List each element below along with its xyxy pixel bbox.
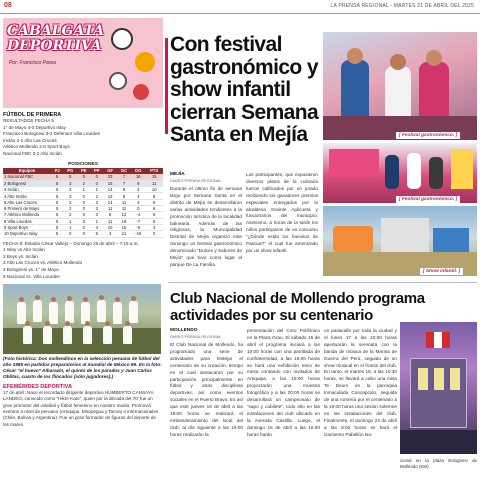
team-cell: 10 Deportivo Islay	[3, 231, 51, 237]
stat-cell: 2	[63, 212, 77, 218]
stat-cell: 5	[51, 218, 63, 224]
stat-cell: -7	[131, 218, 145, 224]
stat-cell: 10	[145, 187, 163, 193]
stat-cell: 5	[63, 174, 77, 180]
stat-cell: 11	[103, 206, 117, 212]
sports-column	[3, 18, 163, 478]
column-title: CABALGATA DEPORTIVA	[7, 23, 105, 54]
running-head: LA PRENSA REGIONAL - MARTES 21 DE ABRIL DEL 2025	[330, 3, 474, 9]
main-story-col-2: Los participantes, que expusieron diversos platos de la culinaria fueron calificados por un jurado recibiendo los ganadores premios especiales entregados por la alcaldesa Sovinte Apilcueta y funcionarios del municipio. Asimismo, a horas de la tarde los niños participaron de un concurso “¿Dónde están los huevitos de Pascua?” el cual fue amenizado por un show infantil.	[246, 172, 318, 253]
show-infantil-photo	[323, 206, 477, 276]
team-cell: 9 Sport Boys	[3, 224, 51, 230]
stat-cell: 8	[103, 212, 117, 218]
stat-cell: 0	[77, 174, 90, 180]
stat-cell: 8	[117, 193, 131, 199]
stat-cell: 5	[51, 199, 63, 205]
second-story-col-1: El Club Nacional de Mollendo, ha programado una serie de actividades para festejar el centenario de su creación, tiempo en el cual destacaron por su participación principalmente en fútbol y otras disciplinas deportivas, así como eventos sociales en el Puerto Bravo. Es así que este jueves 19 de abril a las 18:00 horas se realizará el embanderamiento del local del club, al día siguiente a las 19:00 horas realizarán la	[170, 342, 243, 437]
stat-cell: 0	[90, 180, 103, 186]
stat-cell: 16	[131, 174, 145, 180]
stat-cell: 6	[145, 218, 163, 224]
column-masthead	[3, 18, 163, 108]
ephemeris-heading: EFEMÉRIDES DEPORTIVA	[3, 384, 72, 391]
second-story-col-2: presentación del Coro Polifónico en la Plaza Grau. El sábado 15 de abril el programa iniciará a las 10:00 horas con una parrillada de confraternidad, a las 15:00 horas se hará una exhibición tenis de mesa contando con invitados de Arequipa, a las 19:00 horas proyectarán una muestra fotográfica y a las 20:00 horas se desarrollará un campeonato de “sapo y cubilete”, todo ello en las instalaciones del club ubicado en la Avenida Castilla. Luego, el domingo 16 de abril a las 16:00 horas harán	[247, 328, 320, 437]
stat-cell: 3	[63, 180, 77, 186]
stat-cell: 11	[117, 199, 131, 205]
stat-cell: 5	[90, 231, 103, 237]
result-line: RESULTADOS FECHA 5	[3, 118, 54, 123]
stat-cell: 11	[145, 180, 163, 186]
page-number: 08	[4, 2, 12, 9]
stat-cell: 0	[77, 224, 90, 230]
stat-cell: 5	[51, 193, 63, 199]
stat-cell: 0	[77, 199, 90, 205]
stat-cell: 15	[145, 174, 163, 180]
standings-header-row	[3, 168, 163, 175]
second-headline: Club Nacional de Mollendo programa actividades por su centenario	[170, 290, 425, 324]
stat-cell: 0	[77, 206, 90, 212]
standings-table	[3, 168, 163, 238]
stat-cell: 0	[77, 212, 90, 218]
main-byline: MEJÍA	[170, 172, 185, 177]
stat-cell: 7	[117, 174, 131, 180]
fixture-line: 5 Nacional vs. Villa Lourdes	[3, 273, 60, 279]
column-author: Por: Francisco Parea	[9, 60, 56, 66]
gastronomy-photo-1	[323, 32, 477, 140]
second-story-col-3: un pasacalle por toda la ciudad y el lunes 17 a las 10:00 horas apertuarán la serenata con la banda de música de la Marina de Guerra del Perú, seguido de un show musical en el frontis del club. En tanto, el martes 18, a las 10:30 horas, se llevará a cabo una misa Te Deum en la parroquia Inmaculada Concepción, seguida de una romería por el centenario a la 19:00 horas una sesión solemne en las instalaciones del club. Finalmente, el domingo 23 de abril a las 8:00 horas se hará el izamiento Pabellón Na-	[324, 328, 397, 437]
team-cell: 3 Inclán	[3, 187, 51, 193]
stat-cell: 4	[131, 187, 145, 193]
ephemeris-text: 17 de abril: Nace el recordado dirigente deportivo HUMBERTO CANSAYA LANDEO, conocido como “Hikre Kato”, quien por la década del 70’ fue un gran promotor del voleibol y fútbol femenino en nuestro medio. Promovió eventos a nivel de peruano (Arequipa, Moquegua y Tacna) e internacionales (Chile, Bolivia y Argentina). Fue un gran formador de figuras del deporte de los mares.	[3, 390, 159, 427]
stat-cell: 4	[131, 193, 145, 199]
column-header: Equipos	[3, 168, 51, 175]
result-line: Francisco Bolognesi 3-3 Defensor Villa Lourdes	[3, 131, 100, 137]
stat-cell: 5	[51, 180, 63, 186]
stat-cell: 0	[77, 193, 90, 199]
stat-cell: 18	[117, 218, 131, 224]
stat-cell: 9	[117, 187, 131, 193]
second-byline-sub: DIARIO PRENSA REGIONAL	[170, 334, 222, 339]
result-line: Atlético Mollendo 2-0 Sport Boys	[3, 144, 70, 150]
stat-cell: 0	[90, 174, 103, 180]
column-header: GF	[103, 168, 117, 175]
stat-cell: 3	[77, 218, 90, 224]
fixture-line: 4 Bolognesi vs. 1° de Mayo	[3, 266, 59, 272]
fixture-line: FECHA 6: Estadio César Vallejo – Domingo 26 de abril – 7:15 a.m.	[3, 240, 139, 246]
column-header: PTS	[145, 168, 163, 175]
photo-caption-2: [ Festival gastronómico. ]	[396, 196, 460, 203]
stat-cell: 5	[51, 212, 63, 218]
stat-cell: 6	[145, 199, 163, 205]
stat-cell: 1	[90, 218, 103, 224]
fixture-line: 2 Boys vs. Inclán	[3, 253, 38, 259]
standings-row	[3, 218, 163, 224]
photo-caption-1: [ Festival gastronómico. ]	[396, 132, 460, 139]
team-photo-caption: (Foto histórica: Dos mollendinos en la selección peruana de fútbol del año 1985 en partidos preparatorios al mundial de México 86. En la foto: César “el huevo” Albarazín, el quinto de los parados y Juan Carlos Oblitas, cuarto de los flincados (sólo jugadores).)	[3, 356, 162, 380]
stat-cell: 0	[145, 231, 163, 237]
fixture-line: 3 Alto Las Cruces vs. Atlético Mollendo	[3, 260, 83, 266]
result-line: Inclán 4-1 Alto Las Cruces	[3, 137, 57, 143]
stat-cell: -5	[131, 224, 145, 230]
stat-cell: 5	[51, 206, 63, 212]
team-cell: 5 Alto Las Cruces	[3, 199, 51, 205]
result-line: Nacional FBC 3-2 Alto Inclán	[3, 150, 62, 156]
stat-cell: 1	[63, 224, 77, 230]
team-cell: 2 Bolognesi	[3, 180, 51, 186]
stat-cell: 3	[145, 224, 163, 230]
stat-cell: 3	[131, 199, 145, 205]
team-cell: 1 Nacional FBC	[3, 174, 51, 180]
page-header	[0, 0, 480, 14]
stat-cell: 9	[145, 193, 163, 199]
standings-row	[3, 199, 163, 205]
gastronomy-photo-2	[323, 143, 477, 203]
stat-cell: 23	[103, 174, 117, 180]
stat-cell: -18	[131, 231, 145, 237]
team-cell: 6 Primero de Mayo	[3, 206, 51, 212]
stat-cell: 1	[77, 187, 90, 193]
club-photo	[400, 322, 477, 454]
photo-caption-3: [ Show infantil. ]	[420, 268, 463, 275]
stat-cell: 15	[117, 224, 131, 230]
stat-cell: 15	[103, 180, 117, 186]
column-header: PP	[90, 168, 103, 175]
column-header: PE	[77, 168, 90, 175]
standings-row	[3, 174, 163, 180]
main-headline: Con festival gastronómico y show infantil cierran Semana Santa en Mejía	[170, 33, 319, 146]
stat-cell: 3	[63, 193, 77, 199]
stat-cell: 2	[63, 206, 77, 212]
stat-cell: 6	[145, 206, 163, 212]
stat-cell: 12	[117, 212, 131, 218]
stat-cell: 10	[103, 224, 117, 230]
football-heading: FÚTBOL DE PRIMERA	[3, 112, 62, 118]
stat-cell: 5	[51, 174, 63, 180]
stat-cell: 14	[103, 187, 117, 193]
main-byline-sub: DIARIO PRENSA REGIONAL	[170, 178, 222, 183]
fixture-line: 1 Islay vs Alto Inclán	[3, 247, 45, 253]
stat-cell: 11	[117, 206, 131, 212]
stat-cell: 5	[51, 231, 63, 237]
stat-cell: 8	[131, 180, 145, 186]
stat-cell: 2	[63, 199, 77, 205]
accent-bar	[165, 38, 168, 134]
standings-title: POSICIONES	[68, 161, 98, 167]
result-line: 1° de Mayo 4-0 Deportivo Islay	[3, 124, 66, 130]
column-header: GC	[117, 168, 131, 175]
team-cell: 4 Alto Inclán	[3, 193, 51, 199]
stat-cell: 1	[90, 187, 103, 193]
team-cell: 7 Atlético Mollendo	[3, 212, 51, 218]
stat-cell: 3	[90, 199, 103, 205]
team-photo	[3, 284, 161, 354]
stat-cell: 21	[117, 231, 131, 237]
stat-cell: 0	[131, 206, 145, 212]
stat-cell: 6	[145, 212, 163, 218]
stat-cell: 5	[51, 187, 63, 193]
stat-cell: 3	[63, 187, 77, 193]
second-byline: MOLLENDO	[170, 328, 198, 333]
standings-row	[3, 206, 163, 212]
stat-cell: 12	[103, 193, 117, 199]
stat-cell: 0	[77, 231, 90, 237]
section-divider	[168, 282, 477, 283]
stat-cell: 3	[90, 206, 103, 212]
team-cell: 8 Villa Lourdes	[3, 218, 51, 224]
column-header: DG	[131, 168, 145, 175]
next-fixtures	[3, 241, 163, 281]
stat-cell: 3	[103, 231, 117, 237]
stat-cell: 5	[51, 224, 63, 230]
stat-cell: 2	[90, 193, 103, 199]
sports-illustration	[105, 22, 161, 106]
stat-cell: 0	[63, 231, 77, 237]
stat-cell: 1	[63, 218, 77, 224]
results-list	[3, 118, 163, 158]
stat-cell: 14	[103, 199, 117, 205]
stat-cell: -4	[131, 212, 145, 218]
stat-cell: 2	[77, 180, 90, 186]
column-header: PJ	[51, 168, 63, 175]
stat-cell: 7	[117, 180, 131, 186]
stat-cell: 4	[90, 224, 103, 230]
main-story-col-1: Durante el último fin de semana largo por Semana Santa en el distrito de Mejía se desarrollaron varias actividades tendientes a la promoción turística de la localidad balnearia. Además de las religiosas, la Municipalidad Distrital de Mejía organizó este domingo un festival gastronómico denominado “Dulces y Sabores de Mejía” que tuvo como lugar el parque De La Familia.	[170, 186, 242, 267]
standings-row	[3, 224, 163, 230]
column-header: PG	[63, 168, 77, 175]
stat-cell: 3	[90, 212, 103, 218]
club-photo-caption: cional en la plaza Bolognesi de Mollendo (KM)	[400, 458, 477, 469]
standings-row	[3, 212, 163, 218]
stat-cell: 11	[103, 218, 117, 224]
standings-row	[3, 231, 163, 237]
